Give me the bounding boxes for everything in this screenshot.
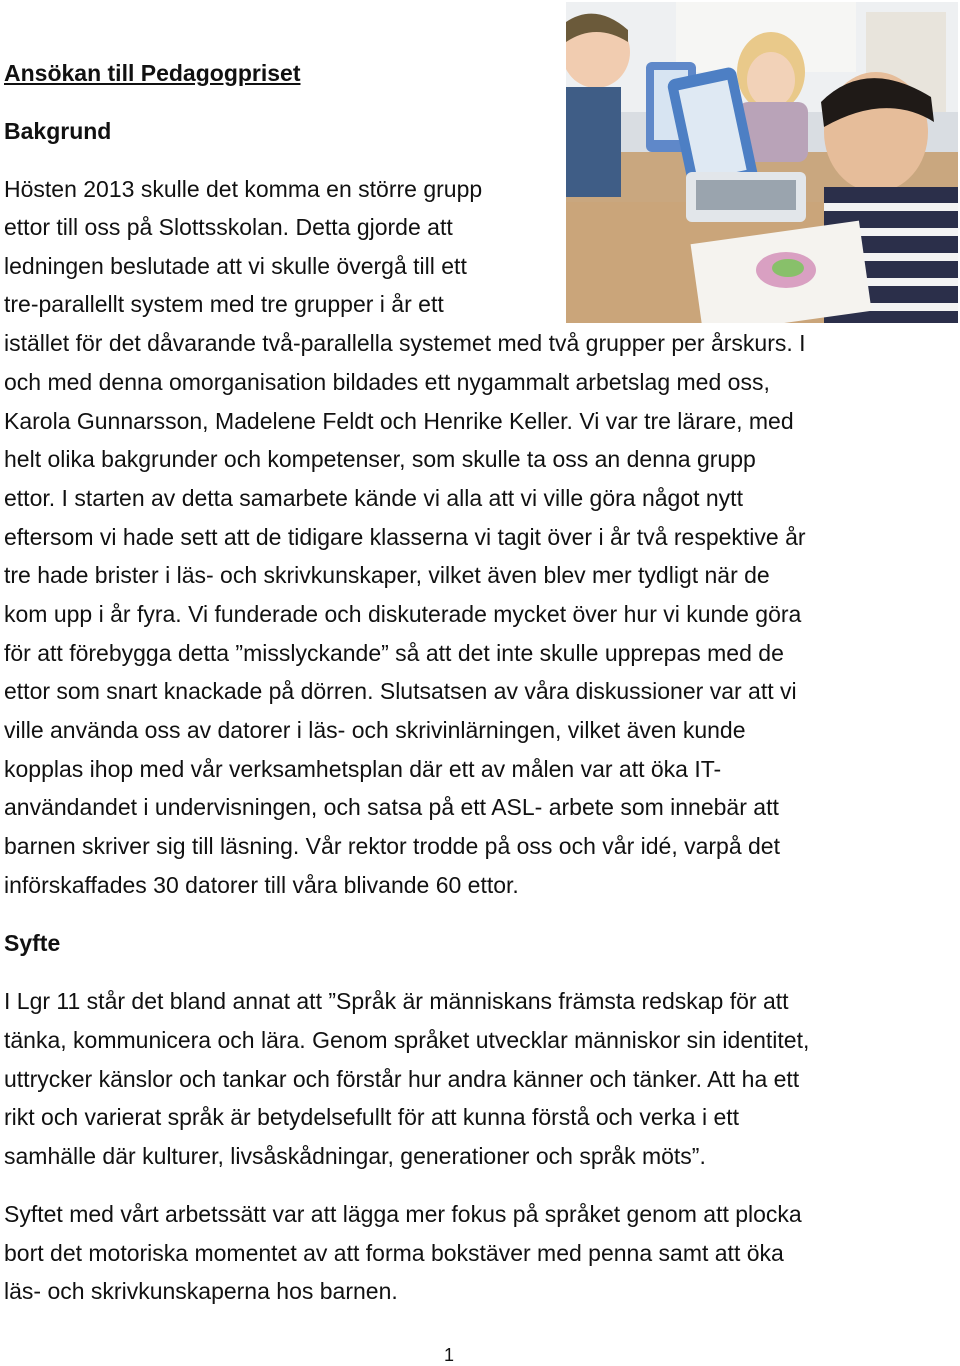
text-line: ettor som snart knackade på dörren. Slutsatsen av våra diskussioner var att vi bbox=[4, 678, 797, 704]
text-line: uttrycker känslor och tankar och förstår hur andra känner och tänker. Att ha ett bbox=[4, 1066, 800, 1092]
text-line: helt olika bakgrunder och kompetenser, som skulle ta oss an denna grupp bbox=[4, 446, 756, 472]
text-line: bort det motoriska momentet av att forma bokstäver med penna samt att öka bbox=[4, 1240, 784, 1266]
text-line: läs- och skrivkunskaperna hos barnen. bbox=[4, 1278, 398, 1304]
text-line: istället för det dåvarande två-parallella systemet med två grupper per årskurs. I bbox=[4, 330, 806, 356]
text-line: och med denna omorganisation bildades ett nygammalt arbetslag med oss, bbox=[4, 369, 770, 395]
text-line: Syftet med vårt arbetssätt var att lägga mer fokus på språket genom att plocka bbox=[4, 1201, 802, 1227]
text-line: I Lgr 11 står det bland annat att ”Språk är människans främsta redskap för att bbox=[4, 988, 789, 1014]
text-line: tre-parallellt system med tre grupper i år ett bbox=[4, 291, 444, 317]
text-line: tre hade brister i läs- och skrivkunskaper, vilket även blev mer tydligt när de bbox=[4, 562, 770, 588]
text-line: Karola Gunnarsson, Madelene Feldt och Henrike Keller. Vi var tre lärare, med bbox=[4, 408, 794, 434]
text-line: för att förebygga detta ”misslyckande” så att det inte skulle upprepas med de bbox=[4, 640, 784, 666]
text-line: tänka, kommunicera och lära. Genom språket utvecklar människor sin identitet, bbox=[4, 1027, 810, 1053]
text-line: användandet i undervisningen, och satsa på ett ASL- arbete som innebär att bbox=[4, 794, 779, 820]
classroom-photo bbox=[566, 2, 958, 323]
text-line: rikt och varierat språk är betydelsefullt för att kunna förstå och verka i ett bbox=[4, 1104, 740, 1130]
text-line: kom upp i år fyra. Vi funderade och diskuterade mycket över hur vi kunde göra bbox=[4, 601, 802, 627]
text-line: eftersom vi hade sett att de tidigare klasserna vi tagit över i år två respektive år bbox=[4, 524, 806, 550]
text-line: kopplas ihop med vår verksamhetsplan där ett av målen var att öka IT- bbox=[4, 756, 722, 782]
text-line: samhälle där kulturer, livsåskådningar, generationer och språk möts”. bbox=[4, 1143, 706, 1169]
text-line: barnen skriver sig till läsning. Vår rektor trodde på oss och vår idé, varpå det bbox=[4, 833, 780, 859]
section-heading-syfte: Syfte bbox=[4, 930, 61, 956]
text-line: införskaffades 30 datorer till våra blivande 60 ettor. bbox=[4, 872, 519, 898]
text-line: ettor. I starten av detta samarbete kände vi alla att vi ville göra något nytt bbox=[4, 485, 743, 511]
text-line: Hösten 2013 skulle det komma en större grupp bbox=[4, 176, 483, 202]
text-line: ville använda oss av datorer i läs- och skrivinlärningen, vilket även kunde bbox=[4, 717, 746, 743]
text-line: ettor till oss på Slottsskolan. Detta gjorde att bbox=[4, 214, 453, 240]
page-number: 1 bbox=[444, 1345, 455, 1365]
text-line: ledningen beslutade att vi skulle övergå till ett bbox=[4, 253, 467, 279]
document-title: Ansökan till Pedagogpriset bbox=[4, 60, 301, 86]
section-heading-bakgrund: Bakgrund bbox=[4, 118, 112, 144]
